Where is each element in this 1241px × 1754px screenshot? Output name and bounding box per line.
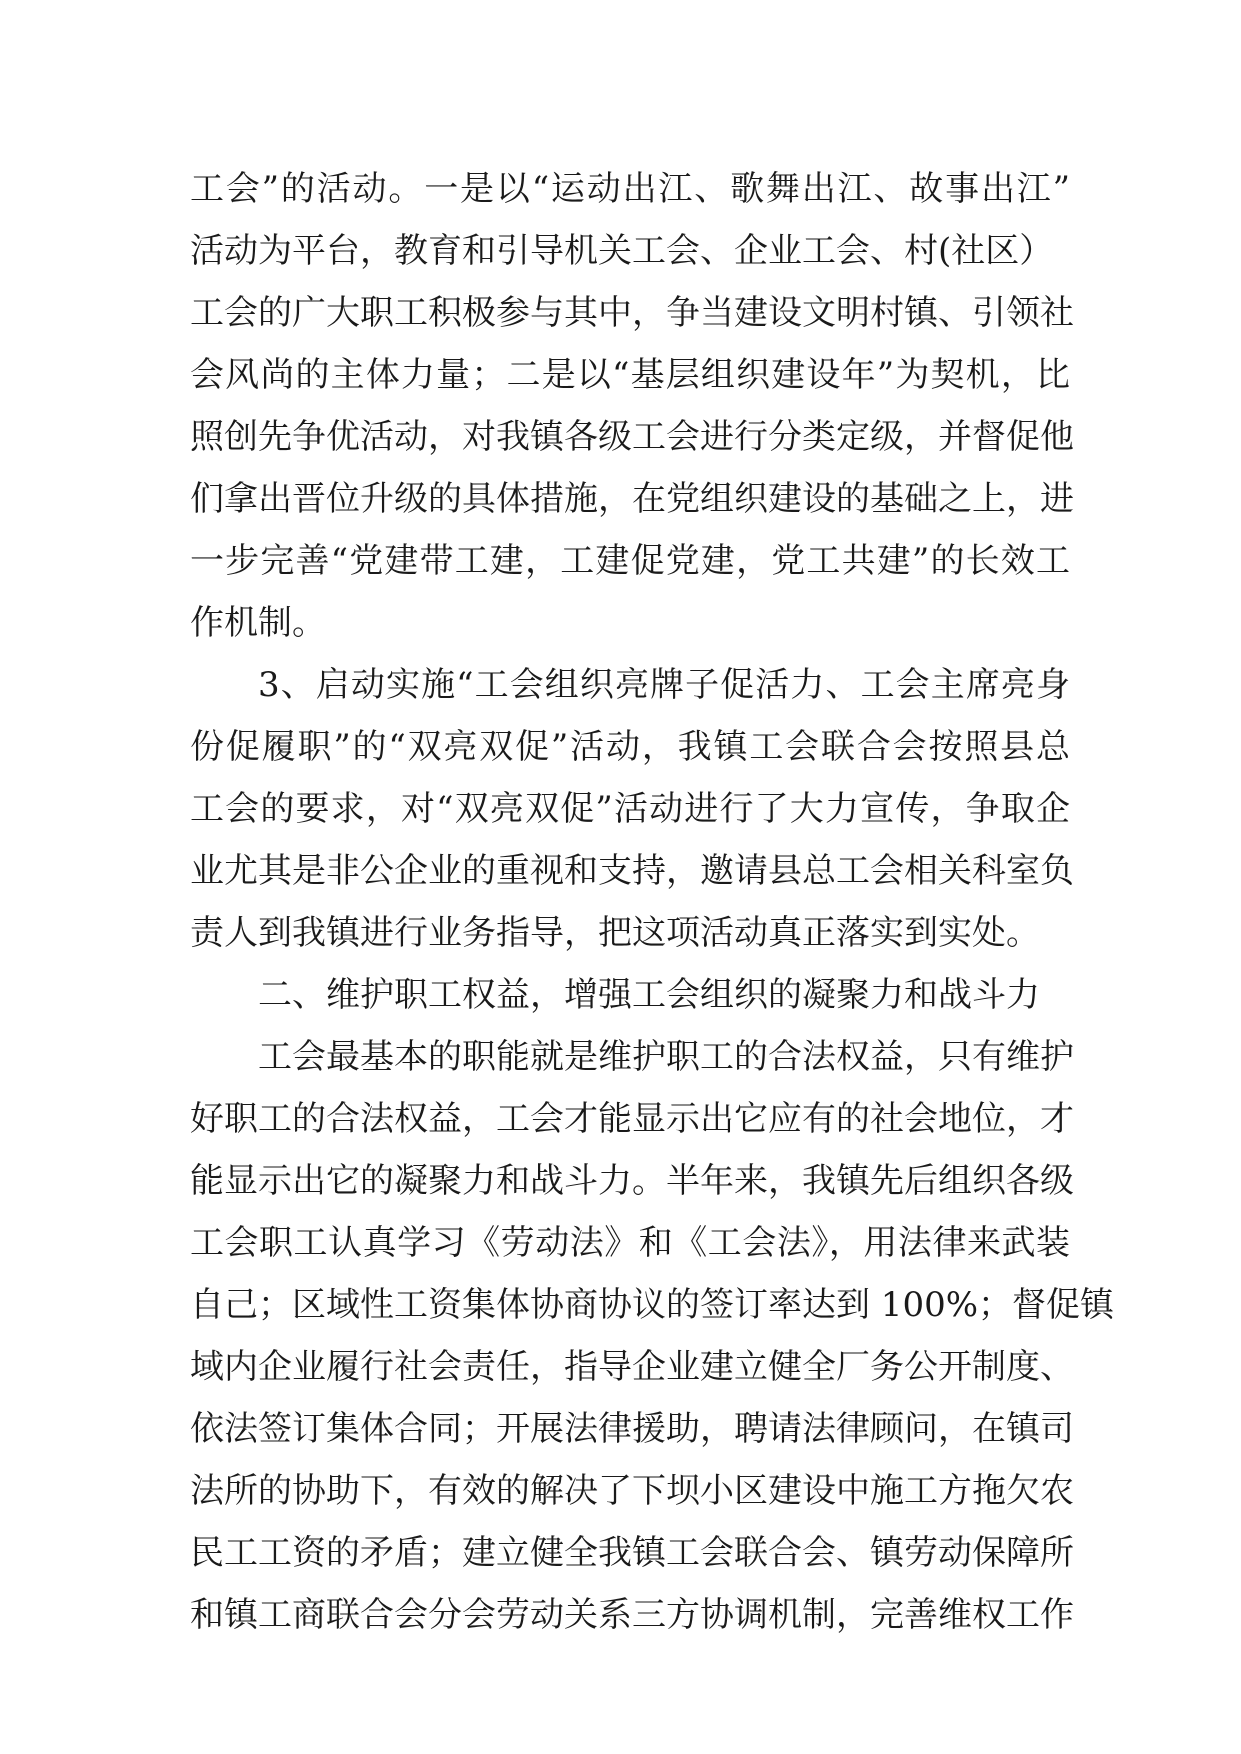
text-line: 一步完善“党建带工建，工建促党建，党工共建”的长效工 (190, 541, 1070, 581)
text-line: 工会”的活动。一是以“运动出江、歌舞出江、故事出江” (190, 169, 1070, 209)
text-line: 会风尚的主体力量；二是以“基层组织建设年”为契机，比 (190, 355, 1070, 395)
text-line: 民工工资的矛盾；建立健全我镇工会联合会、镇劳动保障所 (190, 1533, 1074, 1573)
text-line: 和镇工商联合会分会劳动关系三方协调机制，完善维权工作 (190, 1595, 1074, 1635)
text-line: 域内企业履行社会责任，指导企业建立健全厂务公开制度、 (190, 1347, 1074, 1387)
text-line: 活动为平台，教育和引导机关工会、企业工会、村(社区） (190, 231, 1054, 271)
text-line: 3、启动实施“工会组织亮牌子促活力、工会主席亮身 (258, 665, 1070, 705)
text-line: 作机制。 (190, 603, 326, 643)
text-line: 能显示出它的凝聚力和战斗力。半年来，我镇先后组织各级 (190, 1161, 1074, 1201)
text-line: 照创先争优活动，对我镇各级工会进行分类定级，并督促他 (190, 417, 1074, 457)
text-line: 依法签订集体合同；开展法律援助，聘请法律顾问，在镇司 (190, 1409, 1074, 1449)
text-line: 工会的广大职工积极参与其中，争当建设文明村镇、引领社 (190, 293, 1074, 333)
text-line: 份促履职”的“双亮双促”活动，我镇工会联合会按照县总 (190, 727, 1070, 767)
text-line: 业尤其是非公企业的重视和支持，邀请县总工会相关科室负 (190, 851, 1074, 891)
text-line: 自己；区域性工资集体协商协议的签订率达到 100%；督促镇 (190, 1285, 1115, 1325)
text-line: 工会最基本的职能就是维护职工的合法权益，只有维护 (258, 1037, 1074, 1077)
text-line: 工会的要求，对“双亮双促”活动进行了大力宣传，争取企 (190, 789, 1070, 829)
text-line: 们拿出晋位升级的具体措施，在党组织建设的基础之上，进 (190, 479, 1074, 519)
document-body (190, 158, 1115, 1646)
text-line: 好职工的合法权益，工会才能显示出它应有的社会地位，才 (190, 1099, 1074, 1139)
text-line: 法所的协助下，有效的解决了下坝小区建设中施工方拖欠农 (190, 1471, 1074, 1511)
text-line: 责人到我镇进行业务指导，把这项活动真正落实到实处。 (190, 913, 1040, 953)
text-line: 工会职工认真学习《劳动法》和《工会法》，用法律来武装 (190, 1223, 1070, 1263)
section-heading: 二、维护职工权益，增强工会组织的凝聚力和战斗力 (258, 975, 1040, 1015)
